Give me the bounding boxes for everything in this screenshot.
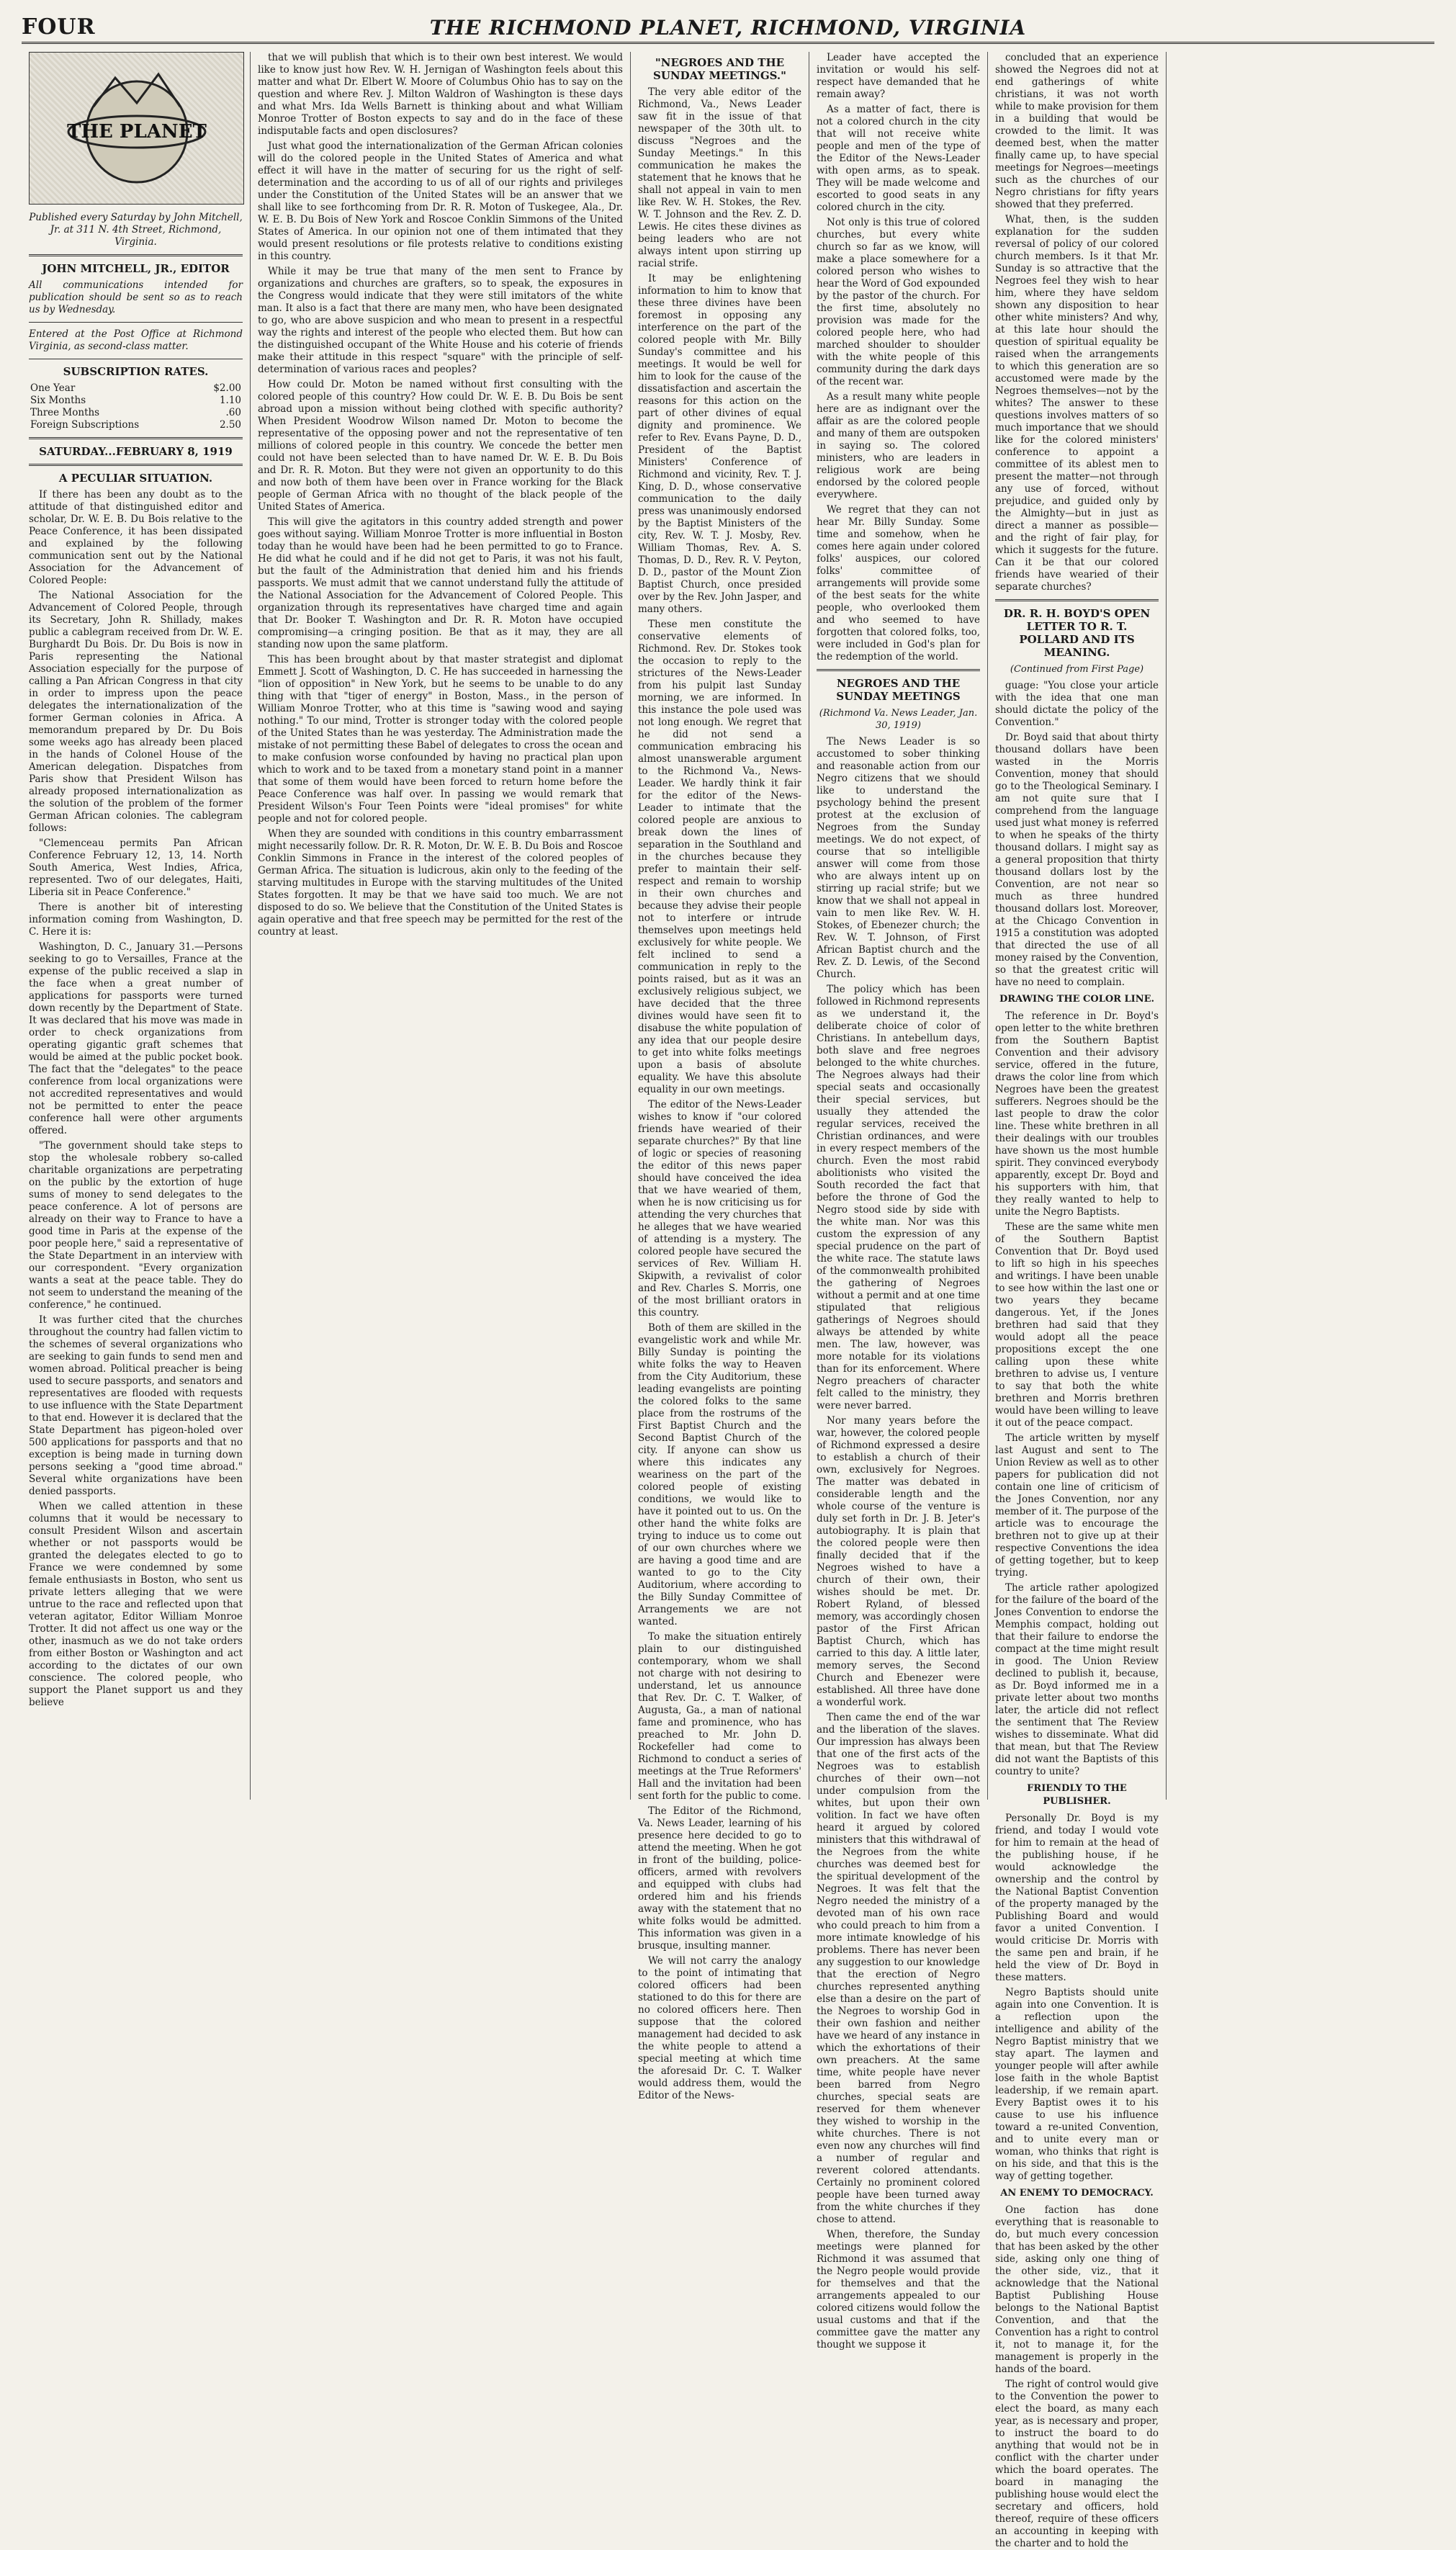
article-paragraph: The policy which has been followed in Richmond represents as we understand it, the deliberate choice of color of Christians. In antebellum days, both slave and free negroes belonged to the white churches. The Negroes always had their special seats and occasionally their special services, but usually they attended the regular services, received the Christian ordinances, and were in every respect members of the church. Even the most rabid abolitionists who visited the South recorded the fact that before the throne of God the Negro stood side by side with the white man. Nor was this custom the expression of any special prudence on the part of the white race. The statute laws of the commonwealth prohibited the gathering of Negroes without a permit and at one time stipulated that religious gatherings of Negroes should always be attended by white men. The law, however, was more notable for its violations than for its enforcement. Where Negro preachers of character felt called to the ministry, they were never barred.	[817, 984, 980, 1411]
article-paragraph: If there has been any doubt as to the attitude of that distinguished editor and scholar, Dr. W. E. B. Du Bois relative to the Peace Conference, it has been dissipated and explained by the following communication sent out by the National Association for the Advancement of Colored People:	[29, 489, 243, 586]
article-paragraph: How could Dr. Moton be named without first consulting with the colored people of this country? How could Dr. W. E. B. Du Bois be sent abroad upon a mission without being clothed with specific authority? When President Woodrow Wilson named Dr. Moton to become the representative of the opposing power and not the representative of ten millions of colored people in this country. We concede the better men could not have been selected than to have named Dr. W. E. B. Du Bois and Dr. R. R. Moton. But they were not given an opportunity to do this and now both of them have been over in France working for the Black people of German Africa with no thought of the black people of the United States of America.	[258, 379, 623, 513]
rates-table	[29, 382, 243, 431]
article-paragraph: As a result many white people here are as indignant over the affair as are the colored people and many of them are outspoken in saying so. The colored ministers, who are leaders in religious work are being endorsed by the colored people everywhere.	[817, 391, 980, 500]
column-2	[251, 52, 631, 1800]
rate-label: Foreign Subscriptions	[30, 419, 140, 431]
rate-price: $2.00	[213, 382, 241, 394]
communications-note: All communications intended for publication should be sent so as to reach us by Wednesday.	[29, 279, 243, 315]
article-paragraph: Nor many years before the war, however, the colored people of Richmond expressed a desire to establish a church of their own, exclusively for Negroes. The matter was debated in considerable length and the whole course of the venture is duly set forth in Dr. J. B. Jeter's autobiography. It is plain that the colored people were then finally decided that if the Negroes wished to have a church of their own, their wishes should be met. Dr. Robert Ryland, of blessed memory, was accordingly chosen pastor of the First African Baptist Church, which has carried to this day. A little later, memory serves, the Second Church and Ebenezer were established. All three have done a wonderful work.	[817, 1415, 980, 1708]
article-paragraph: As a matter of fact, there is not a colored church in the city that will not receive white people and men of the type of the Editor of the News-Leader with open arms, as to speak. They will be made welcome and escorted to good seats in any colored church in the city.	[817, 104, 980, 213]
article-paragraph: The very able editor of the Richmond, Va., News Leader saw fit in the issue of that newspaper of the 30th ult. to discuss "Negroes and the Sunday Meetings." In this communication he makes the statement that he knows that he shall not appeal in vain to men like Rev. W. H. Stokes, the Rev. W. T. Johnson and the Rev. Z. D. Lewis. He cites these divines as being leaders who are not always intent upon stirring up racial strife.	[638, 86, 801, 269]
rate-label: One Year	[30, 382, 76, 394]
article-paragraph: Both of them are skilled in the evangelistic work and while Mr. Billy Sunday is pointing the white folks the way to Heaven from the City Auditorium, these leading evangelists are pointing the colored folks to the same place from the rostrums of the First Baptist Church and the Second Baptist Church of the city. If anyone can show us where this indicates any weariness on the part of the colored people of existing conditions, we would like to have it pointed out to us. On the other hand the white folks are trying to induce us to come out of our own churches where we are having a good time and are wanted to go to the City Auditorium, where according to the Billy Sunday Committee of Arrangements we are not wanted.	[638, 1322, 801, 1628]
section-heading: DRAWING THE COLOR LINE.	[999, 994, 1155, 1005]
divider	[29, 322, 243, 323]
article-paragraph: that we will publish that which is to their own best interest. We would like to know just how Rev. W. H. Jernigan of Washington feels about this matter and what Dr. Elbert W. Moore of Columbus Ohio has to say on the question and where Rev. J. Milton Waldron of Washington is these days and what Mrs. Ida Wells Barnett is thinking about and what William Monroe Trotter of Boston expects to say and do in the face of these indisputable facts and open disclosures?	[258, 52, 623, 137]
divider	[29, 254, 243, 256]
column-5	[988, 52, 1167, 2549]
divider	[817, 669, 980, 671]
article-paragraph: "Clemenceau permits Pan African Conference February 12, 13, 14. North South America, West Indies, Africa, represented. Two of our delegates, Haiti, Liberia sit in Peace Conference."	[29, 838, 243, 898]
rate-row	[29, 395, 243, 407]
article-paragraph: When, therefore, the Sunday meetings were planned for Richmond it was assumed that the Negro people would provide for themselves and that the arrangements appealed to our colored citizens would follow the usual customs and that if the committee gave the matter any thought we suppose it	[817, 2229, 980, 2351]
article-source: (Richmond Va. News Leader, Jan. 30, 1919)	[819, 708, 978, 731]
article-heading: A PECULIAR SITUATION.	[58, 472, 213, 485]
rates-title: SUBSCRIPTION RATES.	[63, 365, 209, 378]
section-heading: AN ENEMY TO DEMOCRACY.	[1000, 2188, 1154, 2199]
article-paragraph: This has been brought about by that master strategist and diplomat Emmett J. Scott of Washington, D. C. He has succeeded in harnessing the "lion of opposition" in New York, but he seems to be unable to do any thing with that "tiger of energy" in Boston, Mass., in the person of William Monroe Trotter, who at this time is "sawing wood and saying nothing." To our mind, Trotter is stronger today with the colored people of the United States than he was yesterday. The Administration made the mistake of not permitting these Babel of delegates to cross the ocean and to make confusion worse confounded by having no practical plan upon which to work and to be taxed from a monetary stand point in a manner that some of them would have been forced to return home before the Peace Conference was half over. In passing we would remark that President Wilson's Four Teen Points were "ideal promises" for white people and not for colored people.	[258, 654, 623, 825]
running-title: THE RICHMOND PLANET, RICHMOND, VIRGINIA	[429, 16, 1027, 40]
rate-row	[29, 419, 243, 431]
article-paragraph: Just what good the internationalization of the German African colonies will do the colored people in the United States of America and what effect it will have in the matter of securing for us the right of self-determination and the according to us of all of our rights and privileges under the Constitution of the United States will be an answer that we shall like to see forthcoming from Dr. R. R. Moton of Tuskegee, Ala., Dr. W. E. B. Du Bois of New York and Roscoe Conklin Simmons of the United States of America. In our opinion not one of them intimated that they would present resolutions or file protests relative to conditions existing in this country.	[258, 140, 623, 262]
article-paragraph: It was further cited that the churches throughout the country had fallen victim to the schemes of several organizations who are seeking to gain funds to send men and women abroad. Political preacher is being used to secure passports, and senators and representatives are flooded with requests to use influence with the State Department to that end. However it is declared that the State Department has pigeon-holed over 500 applications for passports and that no exception is being made in turning down persons seeking a "good time abroad." Several white organizations have been denied passports.	[29, 1314, 243, 1497]
article-paragraph: There is another bit of interesting information coming from Washington, D. C. Here it is:	[29, 902, 243, 938]
article-paragraph: We will not carry the analogy to the point of intimating that colored officers had been stationed to do this for there are no colored officers here. Then suppose that the colored management had decided to ask the white people to attend a special meeting at which time the aforesaid Dr. C. T. Walker would address them, would the Editor of the News-	[638, 1955, 801, 2101]
entered-note: Entered at the Post Office at Richmond Virginia, as second-class matter.	[29, 328, 243, 352]
article-paragraph: These are the same white men of the Southern Baptist Convention that Dr. Boyd used to lift so high in his speeches and writings. I have been unable to see how within the last one or two years they became dangerous. Yet, if the Jones brethren had said that they would adopt all the peace propositions except the one calling upon these white brethren to advise us, I venture to say that both the white brethren and Morris brethren would have been willing to leave it out of the peace compact.	[995, 1221, 1159, 1429]
article-paragraph: While it may be true that many of the men sent to France by organizations and churches are grafters, so to speak, the exposures in the Congress would indicate that they were still imitators of the white man. It also is a fact that there are many men, who have been designated to go, who are above suspicion and who mean to present in a respectful way the rights and interest of the people who elected them. But how can the distinguished occupant of the White House and his coterie of friends make their attitude in this respect "square" with the principle of self-determination of various races and peoples?	[258, 266, 623, 375]
article-heading: NEGROES AND THE SUNDAY MEETINGS	[836, 677, 961, 703]
rate-row	[29, 407, 243, 419]
article-heading: "NEGROES AND THE SUNDAY MEETINGS."	[653, 56, 786, 82]
article-paragraph: Dr. Boyd said that about thirty thousand dollars have been wasted in the Morris Convention, money that should go to the Theological Seminary. I am not quite sure that I comprehend from the language used just what money is referred to when he speaks of the thirty thousand dollars. I might say as a general proposition that thirty thousand dollars lost by the Convention, are not near so much as three hundred thousand dollars lost. Moreover, at the Chicago Convention in 1915 a constitution was adopted that directed the use of all money raised by the Convention, so that the greatest critic will have no need to complain.	[995, 732, 1159, 988]
article-paragraph: guage: "You close your article with the idea that one man should dictate the policy of the Convention."	[995, 680, 1159, 728]
article-paragraph: When we called attention in these columns that it would be necessary to consult President Wilson and ascertain whether or not passports would be granted the delegates elected to go to France we were condemned by some female enthusiasts in Boston, who sent us private letters alleging that we were untrue to the race and reflected upon that veteran agitator, Editor William Monroe Trotter. It did not affect us one way or the other, inasmuch as we do not take orders from either Boston or Washington and act according to the dictates of our own conscience. The colored people, who support the Planet support us and they believe	[29, 1501, 243, 1708]
divider	[29, 464, 243, 466]
article-heading: DR. R. H. BOYD'S OPEN LETTER TO R. T. POLLARD AND ITS MEANING.	[1003, 607, 1151, 659]
divider	[995, 599, 1159, 601]
article-paragraph: We regret that they can not hear Mr. Billy Sunday. Some time and somehow, when he comes here again under colored folks' auspices, our colored folks' committee of arrangements will provide some of the best seats for the white people, who overlooked them and who seemed to have forgotten that colored folks, too, were included in God's plan for the redemption of the world.	[817, 504, 980, 663]
article-paragraph: "The government should take steps to stop the wholesale robbery so-called charitable organizations are perpetrating on the public by the extortion of huge sums of money to send delegates to the peace conference. A lot of persons are already on their way to France to have a good time in Paris at the expense of the poor people here," said a representative of the State Department in an interview with our correspondent. "Every organization wants a seat at the peace table. They do not seem to understand the meaning of the conference," he continued.	[29, 1140, 243, 1311]
article-paragraph: When they are sounded with conditions in this country embarrassment might necessarily follow. Dr. R. R. Moton, Dr. W. E. B. Du Bois and Roscoe Conklin Simmons in France in the interest of the colored peoples of German Africa. The situation is ludicrous, akin only to the feeding of the starving multitudes in Europe with the starving multitudes of the United States forgotten. It may be that we have said too much. We are not disposed to do so. We believe that the Constitution of the United States is again operative and that free speech may be permitted for the rest of the country at least.	[258, 828, 623, 938]
article-paragraph: The article written by myself last August and sent to The Union Review as well as to other papers for publication did not contain one line of criticism of the Jones Convention, nor any member of it. The purpose of the article was to encourage the brethren not to give up at their respective Conventions the idea of getting together, but to keep trying.	[995, 1432, 1159, 1579]
article-paragraph: To make the situation entirely plain to our distinguished contemporary, whom we shall not charge with not desiring to understand, let us announce that Rev. Dr. C. T. Walker, of Augusta, Ga., a man of national fame and prominence, who has preached to Mr. John D. Rockefeller had come to Richmond to conduct a series of meetings at the True Reformers' Hall and the invitation had been sent forth for the public to come.	[638, 1631, 801, 1802]
article-paragraph: What, then, is the sudden explanation for the sudden reversal of policy of our colored church members. Is it that Mr. Sunday is so attractive that the Negroes feel they wish to hear him, where they have seldom shown any disposition to hear other white ministers? And why, at this late hour should the question of spiritual equality be raised when the arrangements to which this generation are so accustomed were made by the Negroes themselves—not by the whites? The answer to these questions involves matters of so much importance that we should like for the colored ministers' conference to appoint a committee of its ablest men to present the matter—not through any use of forced, without prejudice, and guided only by the Almighty—but in just as direct a manner as possible—and the right of fair play, for which it suggests for the future. Can it be that our colored friends have wearied of their separate churches?	[995, 214, 1159, 593]
page-number: FOUR	[22, 14, 96, 40]
published-note: Published every Saturday by John Mitchell, Jr. at 311 N. 4th Street, Richmond, Virginia.	[29, 212, 243, 248]
article-paragraph: It may be enlightening information to him to know that these three divines have been foremost in opposing any interference on the part of the colored people with Mr. Billy Sunday's committee and his meetings. It would be well for him to look for the cause of the dissatisfaction and ascertain the reasons for this action on the part of other divines of equal dignity and prominence. We refer to Rev. Evans Payne, D. D., President of the Baptist Ministers' Conference of Richmond and vicinity, Rev. T. J. King, D. D., whose conservative communication to the daily press was unanimously endorsed by the Baptist Ministers of the city, Rev. W. T. J. Mosby, Rev. William Thomas, Rev. A. S. Thomas, D. D., Rev. R. V. Peyton, D. D., pastor of the Mount Zion Baptist Church, once presided over by the Rev. John Jasper, and many others.	[638, 273, 801, 615]
article-paragraph: This will give the agitators in this country added strength and power goes without saying. William Monroe Trotter is more influential in Boston today than he would have been had he been permitted to go to France. He did what he could and if he did not get to Paris, it was not his fault, but the fault of the Administration that denied him and his friends passports. We must admit that we cannot understand fully the attitude of the National Association for the Advancement of Colored People. This organization through its representatives have charged time and again that Dr. Booker T. Washington and Dr. R. R. Moton have occupied compromising—a cringing position. Be that as it may, they are all standing now upon the same platform.	[258, 516, 623, 650]
rate-row	[29, 382, 243, 395]
section-heading: FRIENDLY TO THE PUBLISHER.	[1027, 1783, 1127, 1807]
article-paragraph: The News Leader is so accustomed to sober thinking and reasonable action from our Negro citizens that we should like to understand the psychology behind the present protest at the exclusion of Negroes from the Sunday meetings. We do not expect, of course that so intelligible answer will come from those who are always intent up on stirring up racial strife; but we know that we shall not appeal in vain to men like Rev. W. H. Stokes, of Ebenezer church; the Rev. W. T. Johnson, of First African Baptist church and the Rev. Z. D. Lewis, of the Second Church.	[817, 736, 980, 980]
rate-label: Six Months	[30, 395, 86, 406]
rate-price: 1.10	[219, 395, 241, 406]
article-paragraph: concluded that an experience showed the Negroes did not at end gatherings of white christians, it was not worth while to make provision for them in a building that would be crowded to the limit. It was deemed best, when the matter finally came up, to have special meetings for Negroes—meetings such as the churches of our Negro christians for fifty years showed that they preferred.	[995, 52, 1159, 210]
article-paragraph: The Editor of the Richmond, Va. News Leader, learning of his presence here decided to go to attend the meeting. When he got in front of the building, police-officers, armed with revolvers and equipped with clubs had ordered him and his friends away with the statement that no white folks would be admitted. This information was given in a brusque, insulting manner.	[638, 1805, 801, 1952]
article-paragraph: One faction has done everything that is reasonable to do, but much every concession that has been asked by the other side, asking only one thing of the other side, viz., that it acknowledge that the National Baptist Publishing House belongs to the National Baptist Convention, and that the Convention has a right to control it, not to manage it, for the management is properly in the hands of the board.	[995, 2204, 1159, 2375]
column-4	[809, 52, 988, 2351]
rate-price: .60	[225, 407, 241, 418]
article-paragraph: Washington, D. C., January 31.—Persons seeking to go to Versailles, France at the expense of the public received a slap in the face when a great number of applications for passports were turned down recently by the Department of State. It was declared that his move was made in order to check organizations from operating gigantic graft schemes that would be aimed at the public pocket book. The fact that the "delegates" to the peace conference from local organizations were not accredited representatives and would not be permitted to enter the peace conference hall were other arguments offered.	[29, 941, 243, 1136]
article-paragraph: Personally Dr. Boyd is my friend, and today I would vote for him to remain at the head of the publishing house, if he would acknowledge the ownership and the control by the National Baptist Convention of the property managed by the Publishing Board and would favor a united Convention. I would criticise Dr. Morris with the same pen and brain, if he held the view of Dr. Boyd in these matters.	[995, 1813, 1159, 1983]
article-paragraph: The National Association for the Advancement of Colored People, through its Secretary, John R. Shillady, makes public a cablegram received from Dr. W. E. Burghardt Du Bois. Dr. Du Bois is now in Paris representing the National Association especially for the purpose of calling a Pan African Congress in that city in order to impress upon the peace delegates the internationalization of the former German colonies in Africa. A memorandum prepared by Dr. Du Bois some weeks ago has already been placed in the hands of Colonel House of the American delegation. Dispatches from Paris show that President Wilson has already proposed internationalization as the solution of the problem of the former German African colonies. The cablegram follows:	[29, 590, 243, 834]
article-paragraph: These men constitute the conservative elements of Richmond. Rev. Dr. Stokes took the occasion to reply to the strictures of the News-Leader from his pulpit last Sunday morning, we are informed. In this instance the pole used was not long enough. We regret that he did not send a communication embracing his almost unanswerable argument to the Richmond Va., News-Leader. We hardly think it fair for the editor of the News-Leader to intimate that the colored people are anxious to break down the lines of separation in the Southland and in the churches because they prefer to maintain their self-respect and remain to worship in their own churches and because they advise their people not to interfere or intrude themselves upon meetings held exclusively for white people. We felt inclined to send a communication in reply to the points raised, but as it was an exclusively religious subject, we have decided that the three divines would have seen fit to disabuse the white population of any idea that our people desire to get into white folks meetings upon a basis of absolute equality. We have this absolute equality in our own meetings.	[638, 619, 801, 1095]
divider	[29, 437, 243, 439]
rate-price: 2.50	[219, 419, 241, 431]
article-paragraph: Not only is this true of colored churches, but every white church so far as we know, will make a place somewhere for a colored person who wishes to hear the Word of God expounded by the pastor of the church. For the first time, absolutely no provision was made for the colored people here, who had marched shoulder to shoulder with the white people of this community during the dark days of the recent war.	[817, 217, 980, 387]
logo-text: THE PLANET	[66, 121, 207, 143]
article-paragraph: Then came the end of the war and the liberation of the slaves. Our impression has always been that one of the first acts of the Negroes was to establish churches of their own—not under compulsion from the whites, but upon their own volition. In fact we have often heard it argued by colored ministers that this withdrawal of the Negroes from the white churches was deemed best for the spiritual development of the Negroes. It was felt that the Negro needed the ministry of a devoted man of his own race who could preach to him from a more intimate knowledge of his problems. There has never been any suggestion to our knowledge that the erection of Negro churches represented anything else than a desire on the part of the Negroes to worship God in their own fashion and neither have we heard of any instance in which the exhortations of their own preachers. At the same time, white people have never been barred from Negro churches, special seats are reserved for them whenever they wished to worship in the white churches. There is not even now any churches will find a number of regular and reverent colored attendants. Certainly no prominent colored people have been turned away from the white churches if they chose to attend.	[817, 1712, 980, 2225]
dateline: SATURDAY...FEBRUARY 8, 1919	[39, 445, 233, 458]
article-paragraph: The right of control would give to the Convention the power to elect the board, as many each year, as is necessary and proper, to instruct the board to do anything that would not be in conflict with the charter under which the board operates. The board in managing the publishing house would elect the secretary and officers, hold thereof, require of these officers an accounting in keeping with the charter and to hold the	[995, 2379, 1159, 2549]
masthead-logo	[29, 52, 244, 205]
article-paragraph: Negro Baptists should unite again into one Convention. It is a reflection upon the intelligence and ability of the Negro Baptist ministry that we stay apart. The laymen and younger people will after awhile lose faith in the whole Baptist leadership, if we remain apart. Every Baptist owes it to his cause to use his influence toward a re-united Convention, and to unite every man or woman, who thinks that right is on his side, and that this is the way of getting together.	[995, 1987, 1159, 2182]
article-source: (Continued from First Page)	[1010, 664, 1144, 675]
page-header	[22, 13, 1434, 44]
article-paragraph: The editor of the News-Leader wishes to know if "our colored friends have wearied of their separate churches?" By that line of logic or species of reasoning the editor of this news paper should have conceived the idea that we have wearied of them, when he is now criticising us for attending the very churches that he alleges that we have wearied of attending is a mystery. The colored people have secured the services of Rev. William H. Skipwith, a revivalist of color and Rev. Charles S. Morris, one of the most brilliant orators in this country.	[638, 1099, 801, 1319]
article-paragraph: The article rather apologized for the failure of the board of the Jones Convention to endorse the Memphis compact, holding out that their failure to endorse the compact at the time might result in good. The Union Review declined to publish it, because, as Dr. Boyd informed me in a private letter about two months later, the article did not reflect the sentiment that The Review wishes to disseminate. What did that mean, but that The Review did not want the Baptists of this country to unite?	[995, 1582, 1159, 1777]
editor-line: JOHN MITCHELL, JR., EDITOR	[42, 262, 230, 275]
column-3	[631, 52, 809, 2101]
rate-label: Three Months	[30, 407, 100, 418]
article-paragraph: Leader have accepted the invitation or would his self-respect have demanded that he remain away?	[817, 52, 980, 100]
article-paragraph: The reference in Dr. Boyd's open letter to the white brethren from the Southern Baptist Convention and their advisory service, offered in the future, draws the color line from which Negroes have been the greatest sufferers. Negroes should be the last people to draw the color line. These white brethren in all their dealings with our troubles have shown us the most humble spirit. They convinced everybody apparently, except Dr. Boyd and his supporters with him, that they really wanted to help to unite the Negro Baptists.	[995, 1010, 1159, 1218]
planet-logo-icon	[65, 63, 209, 193]
column-1	[22, 52, 251, 1800]
